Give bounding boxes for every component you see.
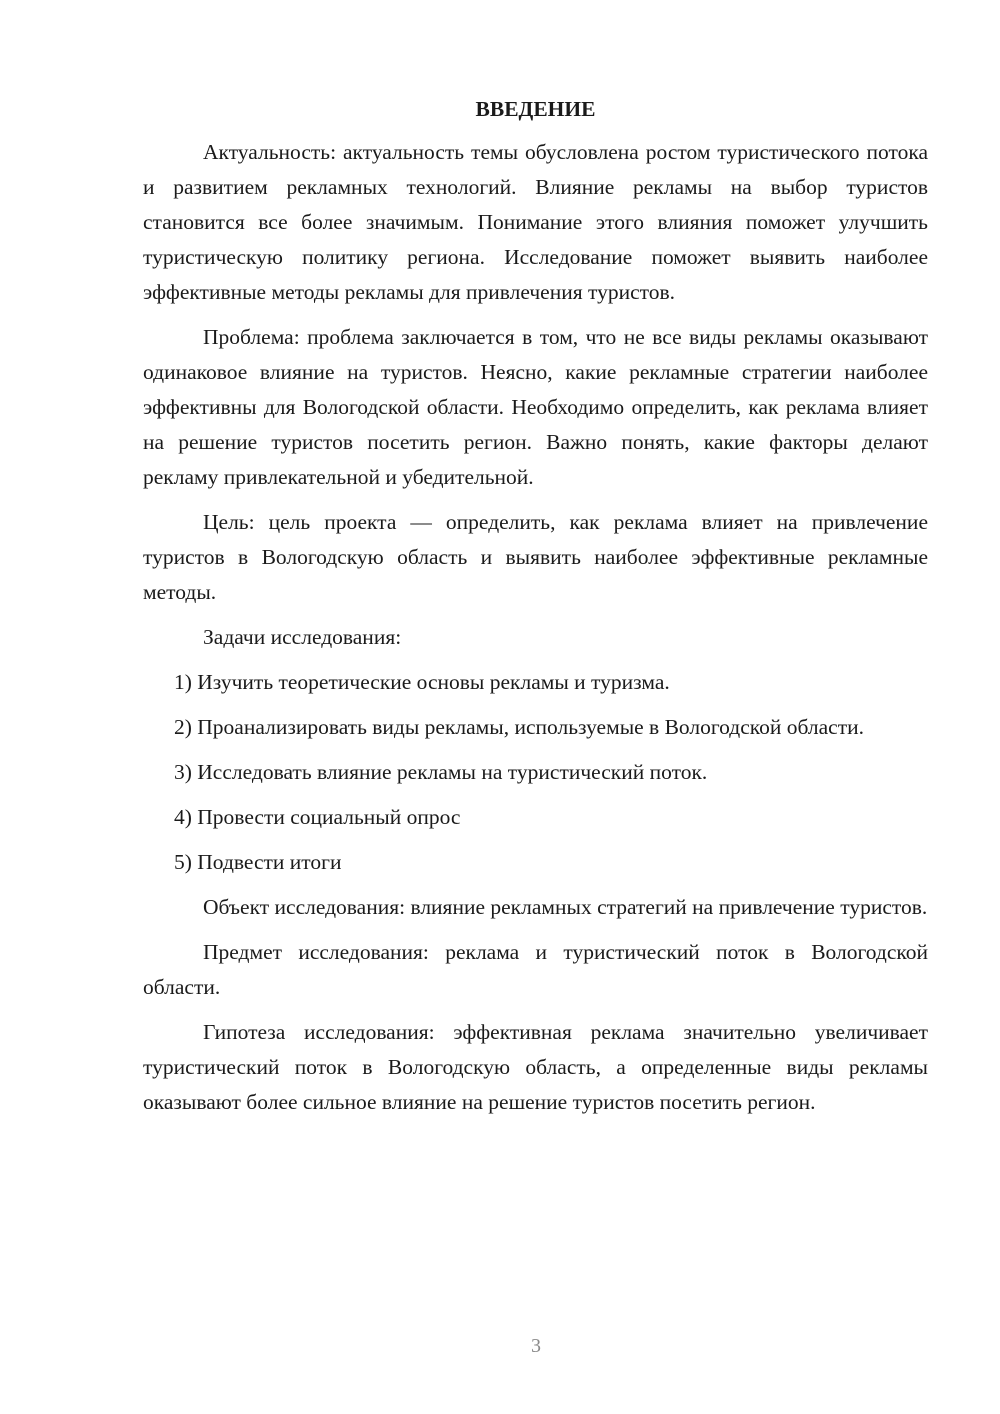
paragraph-problem: Проблема: проблема заключается в том, что не все виды рекламы оказывают одинаковое влияние на туристов. Неясно, какие рекламные стратегии наиболее эффективны для Вологодской области. Необходимо определить, как реклама влияет на решение туристов посетить регион. Важно понять, какие факторы делают рекламу привлекательной и убедительной.	[143, 325, 928, 489]
section-title: ВВЕДЕНИЕ	[475, 97, 596, 121]
tasks-heading: Задачи исследования:	[203, 625, 402, 649]
task-item-2: 2) Проанализировать виды рекламы, используемые в Вологодской области.	[174, 715, 864, 739]
page-content	[143, 92, 928, 1130]
task-item-4: 4) Провести социальный опрос	[174, 805, 461, 829]
paragraph-subject: Предмет исследования: реклама и туристический поток в Вологодской области.	[143, 940, 928, 999]
task-item-5: 5) Подвести итоги	[174, 850, 342, 874]
paragraph-goal: Цель: цель проекта — определить, как реклама влияет на привлечение туристов в Вологодскую область и выявить наиболее эффективные рекламные методы.	[143, 510, 928, 604]
paragraph-relevance: Актуальность: актуальность темы обусловлена ростом туристического потока и развитием рекламных технологий. Влияние рекламы на выбор туристов становится все более значимым. Понимание этого влияния поможет улучшить туристическую политику региона. Исследование поможет выявить наиболее эффективные методы рекламы для привлечения туристов.	[143, 140, 928, 304]
task-item-1: 1) Изучить теоретические основы рекламы и туризма.	[174, 670, 670, 694]
task-item-3: 3) Исследовать влияние рекламы на туристический поток.	[174, 760, 708, 784]
paragraph-object: Объект исследования: влияние рекламных стратегий на привлечение туристов.	[203, 895, 928, 919]
page-number: 3	[531, 1335, 541, 1357]
paragraph-hypothesis: Гипотеза исследования: эффективная реклама значительно увеличивает туристический поток в Вологодскую область, а определенные виды рекламы оказывают более сильное влияние на решение туристов посетить регион.	[143, 1020, 928, 1114]
